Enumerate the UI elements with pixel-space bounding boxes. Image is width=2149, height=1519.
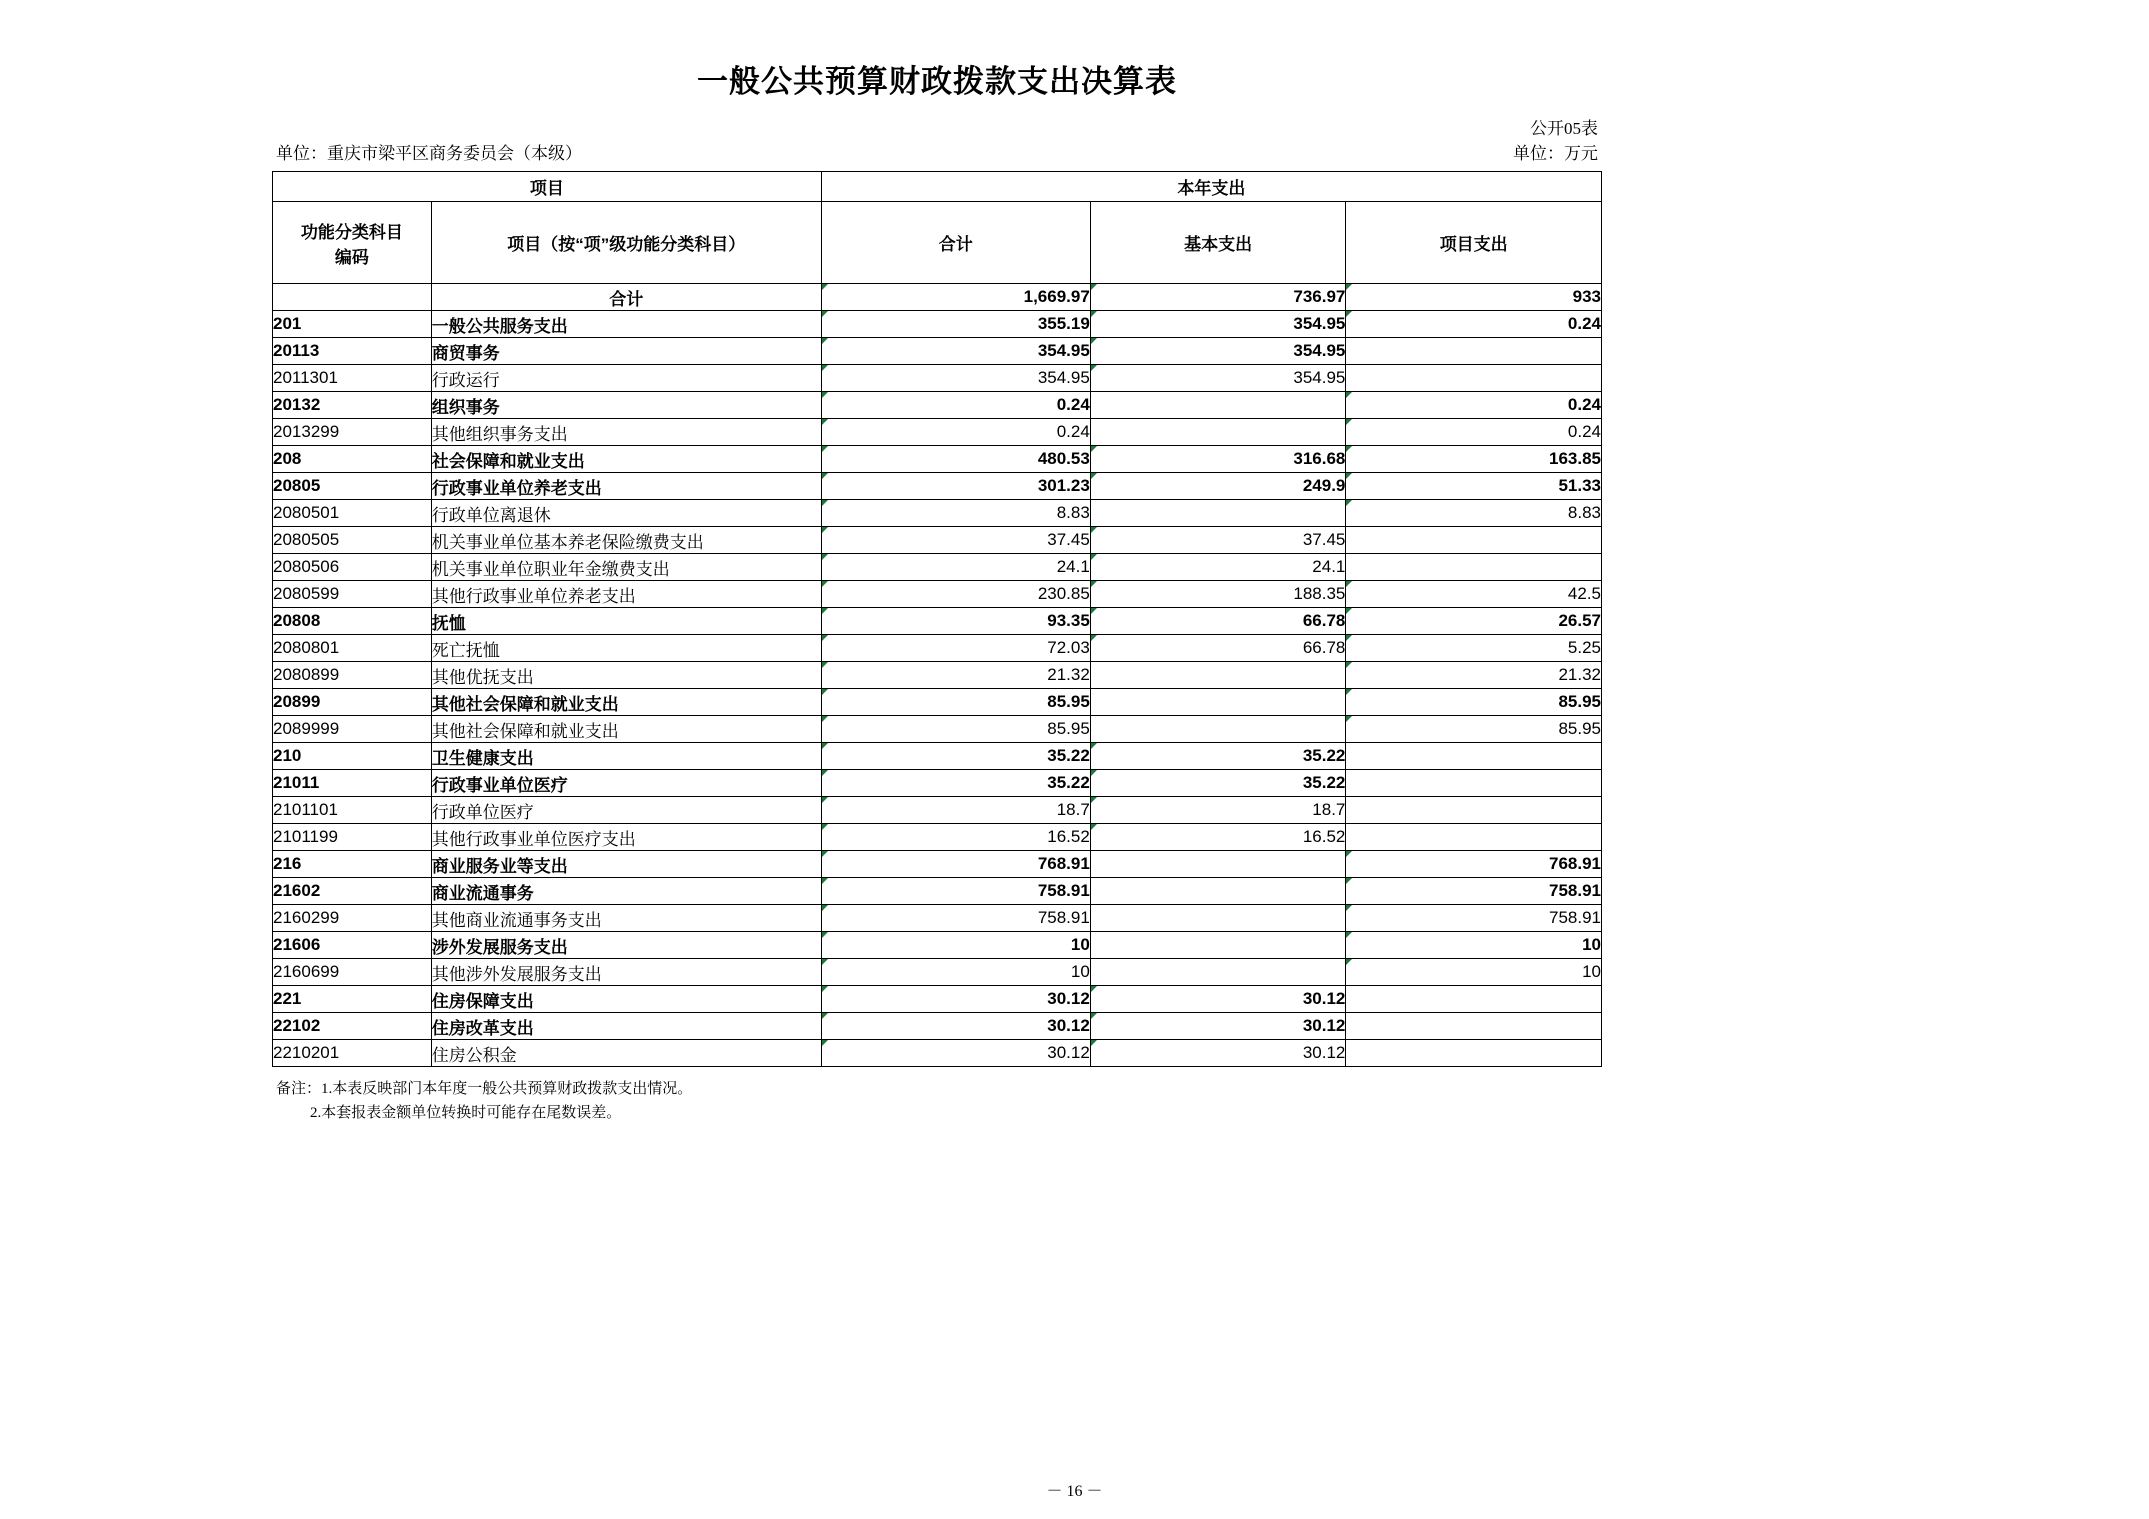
cell-project: 768.91 [1346,851,1602,878]
cell-project: 10 [1346,932,1602,959]
header-function-code [273,202,432,284]
cell-item-name: 住房改革支出 [431,1013,821,1040]
note-line-1: 备注：1.本表反映部门本年度一般公共预算财政拨款支出情况。 [276,1081,693,1098]
cell-function-code: 22102 [273,1013,432,1040]
cell-total: 230.85 [821,581,1090,608]
cell-function-code: 21602 [273,878,432,905]
cell-project [1346,986,1602,1013]
table-row [273,392,1602,419]
cell-basic: 35.22 [1090,743,1346,770]
cell-basic [1090,689,1346,716]
table-row [273,905,1602,932]
cell-project [1346,797,1602,824]
header-basic: 基本支出 [1090,202,1346,284]
table-body [273,284,1602,1067]
cell-total: 301.23 [821,473,1090,500]
cell-function-code: 210 [273,743,432,770]
cell-project: 5.25 [1346,635,1602,662]
cell-total: 355.19 [821,311,1090,338]
cell-project [1346,1013,1602,1040]
cell-function-code: 20113 [273,338,432,365]
cell-project [1346,527,1602,554]
cell-function-code: 208 [273,446,432,473]
cell-item-name: 行政事业单位医疗 [431,770,821,797]
cell-basic: 16.52 [1090,824,1346,851]
cell-basic [1090,716,1346,743]
table-row [273,338,1602,365]
header-current-year-group: 本年支出 [821,172,1601,202]
cell-total: 758.91 [821,878,1090,905]
cell-item-name: 机关事业单位基本养老保险缴费支出 [431,527,821,554]
cell-project: 8.83 [1346,500,1602,527]
cell-project [1346,1040,1602,1067]
cell-basic: 37.45 [1090,527,1346,554]
cell-project: 10 [1346,959,1602,986]
cell-basic: 30.12 [1090,1040,1346,1067]
table-row [273,878,1602,905]
cell-item-name: 抚恤 [431,608,821,635]
cell-project [1346,743,1602,770]
cell-total: 768.91 [821,851,1090,878]
cell-project [1346,824,1602,851]
table-row [273,662,1602,689]
cell-total: 0.24 [821,392,1090,419]
cell-function-code: 2210201 [273,1040,432,1067]
cell-item-name: 住房保障支出 [431,986,821,1013]
cell-basic [1090,905,1346,932]
cell-project: 758.91 [1346,905,1602,932]
cell-total: 35.22 [821,743,1090,770]
cell-total: 354.95 [821,338,1090,365]
cell-item-name: 组织事务 [431,392,821,419]
table-row [273,770,1602,797]
cell-project: 26.57 [1346,608,1602,635]
cell-project: 51.33 [1346,473,1602,500]
header-total: 合计 [821,202,1090,284]
page-title: 一般公共预算财政拨款支出决算表 [697,64,1177,99]
cell-basic [1090,500,1346,527]
cell-function-code: 2089999 [273,716,432,743]
cell-item-name: 死亡抚恤 [431,635,821,662]
cell-basic [1090,932,1346,959]
cell-basic [1090,392,1346,419]
cell-total: 758.91 [821,905,1090,932]
header-function-code-line1: 功能分类科目 [300,222,403,242]
cell-basic: 316.68 [1090,446,1346,473]
cell-total: 72.03 [821,635,1090,662]
table-row [273,824,1602,851]
table-row [273,986,1602,1013]
table-row [273,473,1602,500]
cell-function-code: 20132 [273,392,432,419]
cell-item-name: 卫生健康支出 [431,743,821,770]
header-item-group: 项目 [273,172,822,202]
cell-item-name: 机关事业单位职业年金缴费支出 [431,554,821,581]
cell-item-name: 住房公积金 [431,1040,821,1067]
table-row [273,689,1602,716]
cell-basic: 18.7 [1090,797,1346,824]
cell-total: 0.24 [821,419,1090,446]
cell-basic: 24.1 [1090,554,1346,581]
cell-function-code: 221 [273,986,432,1013]
cell-function-code: 2101199 [273,824,432,851]
cell-item-name: 其他涉外发展服务支出 [431,959,821,986]
cell-project: 0.24 [1346,392,1602,419]
cell-function-code: 2080599 [273,581,432,608]
table-row [273,1013,1602,1040]
cell-project [1346,554,1602,581]
cell-item-name: 其他优抚支出 [431,662,821,689]
cell-function-code: 2160299 [273,905,432,932]
cell-item-name: 涉外发展服务支出 [431,932,821,959]
cell-function-code: 201 [273,311,432,338]
budget-expenditure-table [272,171,1602,1067]
cell-basic [1090,959,1346,986]
table-row [273,527,1602,554]
cell-total: 30.12 [821,1013,1090,1040]
cell-total: 8.83 [821,500,1090,527]
cell-function-code: 21606 [273,932,432,959]
cell-basic: 249.9 [1090,473,1346,500]
cell-project: 85.95 [1346,716,1602,743]
cell-basic: 188.35 [1090,581,1346,608]
cell-total: 18.7 [821,797,1090,824]
cell-item-name: 行政运行 [431,365,821,392]
cell-item-name: 行政单位离退休 [431,500,821,527]
cell-item-name: 行政单位医疗 [431,797,821,824]
sheet-number: 公开05表 [1530,119,1598,138]
cell-function-code: 20808 [273,608,432,635]
cell-item-name: 一般公共服务支出 [431,311,821,338]
table-row [273,284,1602,311]
cell-item-name: 社会保障和就业支出 [431,446,821,473]
cell-item-name: 商业服务业等支出 [431,851,821,878]
cell-basic: 66.78 [1090,635,1346,662]
header-item-name: 项目（按“项”级功能分类科目） [431,202,821,284]
cell-function-code: 216 [273,851,432,878]
cell-function-code: 2080506 [273,554,432,581]
cell-basic: 35.22 [1090,770,1346,797]
table-header-row [273,202,1602,284]
cell-project: 0.24 [1346,419,1602,446]
cell-function-code: 2080505 [273,527,432,554]
cell-total: 30.12 [821,1040,1090,1067]
cell-total: 10 [821,959,1090,986]
table-notes [272,1067,1602,1125]
table-row [273,635,1602,662]
cell-project: 21.32 [1346,662,1602,689]
cell-project [1346,770,1602,797]
cell-function-code: 2160699 [273,959,432,986]
report-page [272,42,1602,1125]
cell-total: 85.95 [821,689,1090,716]
cell-item-name: 其他行政事业单位医疗支出 [431,824,821,851]
unit-amount: 单位：万元 [1513,143,1598,163]
cell-project: 758.91 [1346,878,1602,905]
cell-function-code: 2011301 [273,365,432,392]
unit-info-row [272,142,1602,167]
cell-function-code: 2013299 [273,419,432,446]
cell-project: 85.95 [1346,689,1602,716]
cell-item-name: 行政事业单位养老支出 [431,473,821,500]
table-row [273,311,1602,338]
unit-name: 单位：重庆市梁平区商务委员会（本级） [276,143,582,163]
cell-basic: 354.95 [1090,311,1346,338]
cell-item-name: 商业流通事务 [431,878,821,905]
cell-project: 42.5 [1346,581,1602,608]
cell-item-name: 商贸事务 [431,338,821,365]
cell-basic [1090,878,1346,905]
table-row [273,743,1602,770]
table-header-group-row [273,172,1602,202]
cell-item-name: 合计 [431,284,821,311]
cell-project [1346,338,1602,365]
cell-project: 163.85 [1346,446,1602,473]
table-row [273,365,1602,392]
cell-total: 93.35 [821,608,1090,635]
cell-function-code: 20805 [273,473,432,500]
table-row [273,554,1602,581]
cell-total: 1,669.97 [821,284,1090,311]
cell-item-name: 其他社会保障和就业支出 [431,716,821,743]
table-row [273,446,1602,473]
cell-project: 0.24 [1346,311,1602,338]
cell-basic [1090,662,1346,689]
cell-basic [1090,419,1346,446]
cell-function-code: 2080899 [273,662,432,689]
cell-item-name: 其他行政事业单位养老支出 [431,581,821,608]
cell-total: 35.22 [821,770,1090,797]
cell-basic [1090,851,1346,878]
cell-function-code: 2080501 [273,500,432,527]
header-function-code-line2: 编码 [334,247,369,267]
cell-basic: 354.95 [1090,365,1346,392]
cell-total: 10 [821,932,1090,959]
cell-function-code: 20899 [273,689,432,716]
table-row [273,419,1602,446]
cell-total: 16.52 [821,824,1090,851]
table-row [273,797,1602,824]
cell-function-code: 21011 [273,770,432,797]
cell-total: 21.32 [821,662,1090,689]
cell-item-name: 其他商业流通事务支出 [431,905,821,932]
cell-item-name: 其他组织事务支出 [431,419,821,446]
cell-total: 24.1 [821,554,1090,581]
table-row [273,581,1602,608]
cell-basic: 30.12 [1090,1013,1346,1040]
table-row [273,932,1602,959]
cell-total: 30.12 [821,986,1090,1013]
cell-function-code [273,284,432,311]
cell-basic: 66.78 [1090,608,1346,635]
cell-basic: 736.97 [1090,284,1346,311]
header-project: 项目支出 [1346,202,1602,284]
table-row [273,959,1602,986]
cell-function-code: 2080801 [273,635,432,662]
cell-item-name: 其他社会保障和就业支出 [431,689,821,716]
table-row [273,608,1602,635]
table-row [273,1040,1602,1067]
page-number: － 16 － [1046,1483,1103,1500]
note-line-2: 2.本套报表金额单位转换时可能存在尾数误差。 [310,1105,622,1122]
cell-project [1346,365,1602,392]
table-row [273,500,1602,527]
table-row [273,716,1602,743]
cell-function-code: 2101101 [273,797,432,824]
table-row [273,851,1602,878]
cell-total: 37.45 [821,527,1090,554]
cell-project: 933 [1346,284,1602,311]
cell-total: 480.53 [821,446,1090,473]
cell-basic: 354.95 [1090,338,1346,365]
cell-total: 354.95 [821,365,1090,392]
cell-basic: 30.12 [1090,986,1346,1013]
cell-total: 85.95 [821,716,1090,743]
